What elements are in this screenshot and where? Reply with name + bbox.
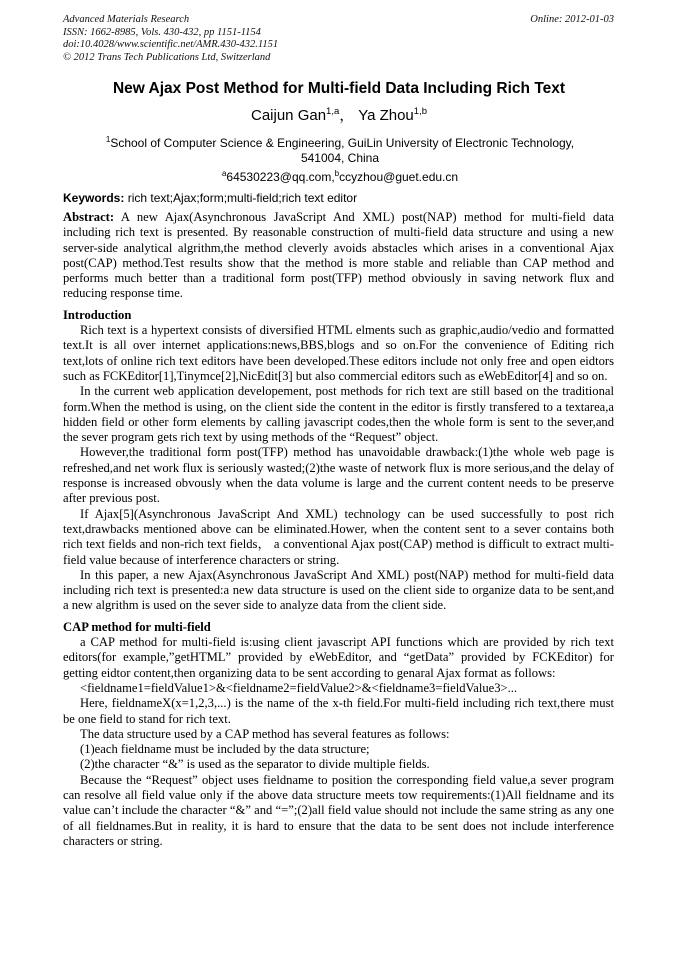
abstract-label: Abstract: bbox=[63, 210, 115, 224]
author-affil-mark: 1,b bbox=[413, 106, 427, 117]
doi-line: doi:10.4028/www.scientific.net/AMR.430-432.1151 bbox=[63, 39, 279, 50]
body-paragraph: a CAP method for multi-field is:using client javascript API functions which are provided by rich text editors(for example,”getHTML” provided by eWebEditor, and “getData” provided by FCKEditor) for getting eidtor content,then organizing data to be sent according to genaral Ajax format as follows: bbox=[63, 635, 614, 680]
section-heading-introduction: Introduction bbox=[63, 307, 132, 322]
email-mark: a bbox=[221, 169, 227, 178]
body-paragraph: In this paper, a new Ajax(Asynchronous JavaScript And XML) post(NAP) method for multi-field data including rich text is presented:a new data structure is used on the client side to organize data to be sent,and a new algrithm is used on the sever side to analyze data from the client side. bbox=[63, 567, 614, 613]
list-item: (1)each fieldname must be included by the data structure; bbox=[80, 742, 370, 757]
journal-header bbox=[63, 14, 278, 64]
affiliation bbox=[70, 132, 610, 185]
paper-title: New Ajax Post Method for Multi-field Data Including Rich Text bbox=[112, 80, 566, 97]
abstract-text: A new Ajax(Asynchronous JavaScript And XML) post(NAP) method for multi-field data including rich text is presented. By reasonable construction of multi-field data structure and using a new server-side analytical algrithm,the method cleverly avoids abstacles which arises in a conventional Ajax post(CAP) method.Test results show that the method is more stable and reliable than CAP method and performs much better than a traditional form post(TFP) method obviously in saving network flux and reducing response time. bbox=[63, 210, 614, 301]
copyright-line: © 2012 Trans Tech Publications Ltd, Switzerland bbox=[63, 51, 271, 63]
email-b: ccyzhou@guet.edu.cn bbox=[339, 170, 459, 184]
paper-body bbox=[63, 210, 614, 849]
email-a: 64530223@qq.com, bbox=[226, 170, 335, 184]
affiliation-line bbox=[70, 132, 610, 151]
body-paragraph: Here, fieldnameX(x=1,2,3,...) is the name of the x-th field.For multi-field including rich text,there must be one field to stand for rich text. bbox=[63, 696, 614, 726]
email-mark: b bbox=[334, 169, 340, 178]
affiliation-text: School of Computer Science & Engineering, GuiLin University of Electronic Technology, bbox=[110, 136, 575, 150]
body-paragraph: If Ajax[5](Asynchronous JavaScript And XML) technology can be used successfully to post rich text,drawbacks mentioned above can be eliminated.Hower, when the content sent to a sever contains both rich text fields and non-rich text fields， a conventional Ajax post(CAP) method is difficult to extract multi-field value because of interference characters or string. bbox=[63, 506, 614, 567]
email-line bbox=[70, 166, 610, 185]
author-line bbox=[0, 104, 678, 125]
online-date: Online: 2012-01-03 bbox=[530, 14, 614, 25]
author-name: Caijun Gan bbox=[251, 107, 327, 124]
body-paragraph: Rich text is a hypertext consists of diversified HTML elments such as graphic,audio/vedio and formatted text.It is all over internet applications:news,BBS,blogs and so on.For the convenience of Editing rich text,lots of online rich text editors have been developed.These editors include not only free and open eidtors such as FCKEditor[1],Tinymce[2],NicEdit[3] but also commercial editors such as eWebEditor[4] and so on. bbox=[63, 323, 614, 383]
body-paragraph: Because the “Request” object uses fieldname to position the corresponding field value,a sever program can resolve all field value only if the above data structure meets tow requirements:(1)All fieldname and its value can’t include the character “&” and “=”;(2)all field value should not include the same string as any one of all fieldnames.But in reality, it is hard to ensure that the data to be sent does not include interference characters or string. bbox=[63, 772, 614, 848]
abstract bbox=[63, 210, 614, 302]
body-paragraph: The data structure used by a CAP method has several features as follows: bbox=[80, 726, 450, 741]
keywords bbox=[63, 191, 618, 205]
keywords-label: Keywords: bbox=[63, 191, 125, 205]
list-item: (2)the character “&” is used as the separator to divide multiple fields. bbox=[80, 757, 430, 772]
affil-mark: 1 bbox=[105, 135, 111, 144]
keywords-text: rich text;Ajax;form;multi-field;rich text editor bbox=[124, 191, 358, 205]
body-paragraph: However,the traditional form post(TFP) method has unavoidable drawback:(1)the whole web page is refreshed,and net work flux is seriously wasted;(2)the waste of network flux is more serious,and the delay of response is increased obvously when the data volume is large and the current content needs to be preserve after previous post. bbox=[63, 445, 614, 506]
author-separator: ， bbox=[339, 107, 355, 124]
data-format-line: <fieldname1=fieldValue1>&<fieldname2=fieldValue2>&<fieldname3=fieldValue3>... bbox=[80, 680, 518, 695]
section-heading-cap-method: CAP method for multi-field bbox=[63, 619, 211, 634]
affiliation-postcode: 541004, China bbox=[300, 151, 380, 165]
author-affil-mark: 1,a bbox=[326, 106, 340, 117]
author-name: Ya Zhou bbox=[358, 107, 414, 124]
issn-line: ISSN: 1662-8985, Vols. 430-432, pp 1151-1154 bbox=[63, 26, 261, 38]
body-paragraph: In the current web application developement, post methods for rich text are still based on the traditional form.When the method is using, on the client side the content in the editor is firstly transfered to a textarea,a hidden field or other form elements by calling javascript codes,then the whole form is sent to the sever,and the sever program gets rich text by using methods of the “Request” object. bbox=[63, 384, 614, 445]
journal-name: Advanced Materials Research bbox=[63, 14, 190, 25]
